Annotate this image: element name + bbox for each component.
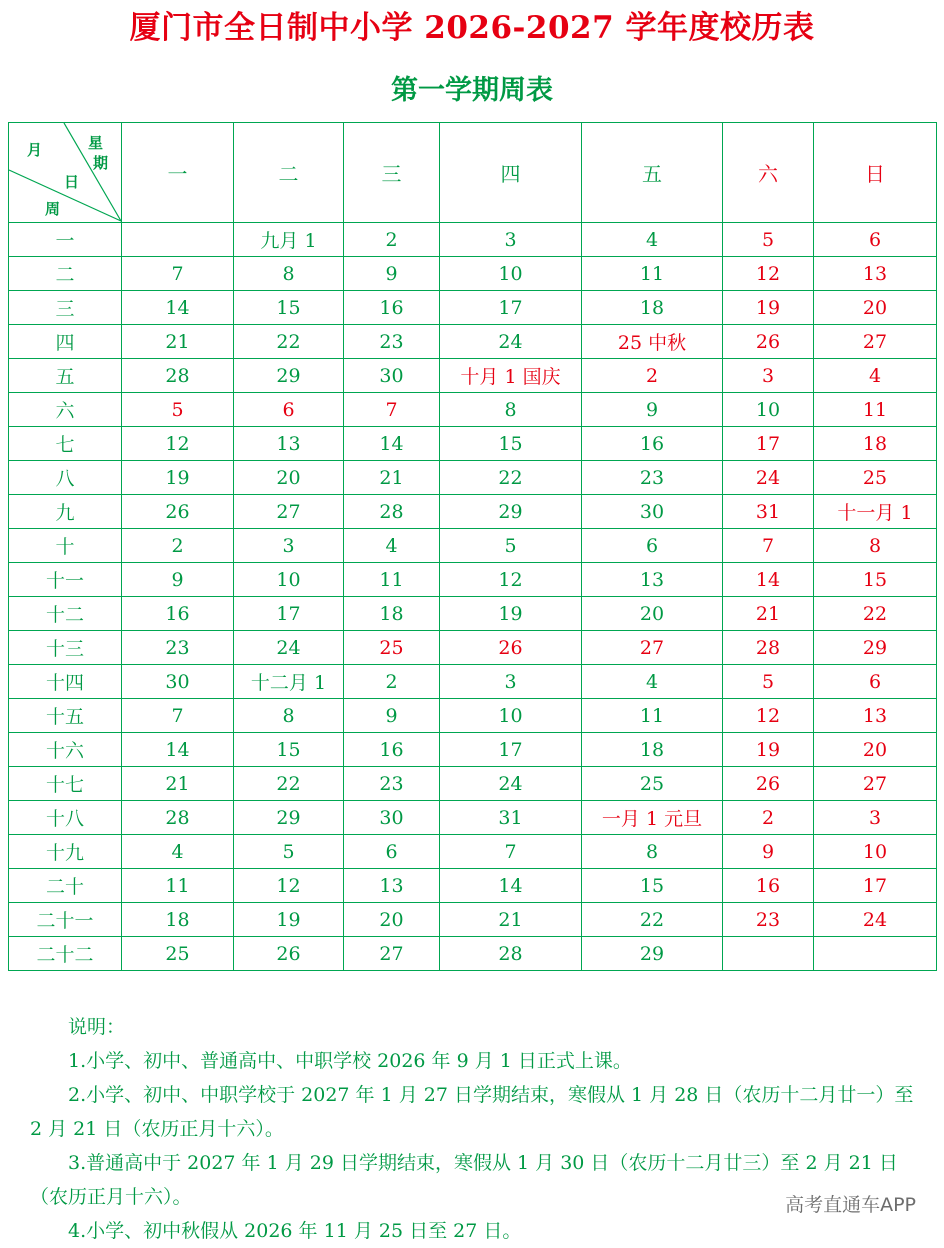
date-cell: 25 <box>122 937 234 971</box>
date-cell: 10 <box>234 563 344 597</box>
date-cell: 19 <box>234 903 344 937</box>
date-cell: 3 <box>440 665 582 699</box>
week-row <box>9 291 937 325</box>
date-cell: 12 <box>723 699 814 733</box>
date-cell: 4 <box>122 835 234 869</box>
date-cell: 19 <box>122 461 234 495</box>
week-row <box>9 223 937 257</box>
date-cell: 25 中秋 <box>582 325 723 359</box>
date-cell: 19 <box>440 597 582 631</box>
date-cell: 30 <box>344 359 440 393</box>
date-cell: 26 <box>723 767 814 801</box>
date-cell: 十月 1 国庆 <box>440 359 582 393</box>
date-cell: 4 <box>582 665 723 699</box>
date-cell: 5 <box>723 665 814 699</box>
date-cell: 28 <box>344 495 440 529</box>
date-cell: 27 <box>814 325 937 359</box>
watermark: 高考直通车APP <box>785 1194 916 1216</box>
week-number-cell: 十五 <box>9 699 122 733</box>
week-row <box>9 937 937 971</box>
date-cell: 2 <box>723 801 814 835</box>
date-cell: 29 <box>814 631 937 665</box>
date-cell: 16 <box>344 733 440 767</box>
date-cell: 22 <box>440 461 582 495</box>
date-cell: 24 <box>814 903 937 937</box>
date-cell: 7 <box>122 257 234 291</box>
date-cell: 2 <box>344 223 440 257</box>
week-number-cell: 十四 <box>9 665 122 699</box>
date-cell: 22 <box>234 325 344 359</box>
date-cell: 13 <box>234 427 344 461</box>
date-cell: 29 <box>582 937 723 971</box>
weekday-header: 五 <box>582 123 723 223</box>
week-number-cell: 二十二 <box>9 937 122 971</box>
date-cell: 19 <box>723 291 814 325</box>
corner-week-label: 周 <box>45 200 61 218</box>
date-cell: 13 <box>814 699 937 733</box>
date-cell: 6 <box>814 665 937 699</box>
date-cell: 22 <box>234 767 344 801</box>
week-number-cell: 十八 <box>9 801 122 835</box>
date-cell: 21 <box>122 325 234 359</box>
date-cell <box>122 223 234 257</box>
date-cell <box>723 937 814 971</box>
week-number-cell: 五 <box>9 359 122 393</box>
date-cell: 15 <box>234 291 344 325</box>
date-cell: 5 <box>440 529 582 563</box>
date-cell: 10 <box>440 257 582 291</box>
week-row <box>9 359 937 393</box>
date-cell: 25 <box>814 461 937 495</box>
date-cell: 16 <box>582 427 723 461</box>
date-cell: 8 <box>814 529 937 563</box>
date-cell: 11 <box>582 257 723 291</box>
date-cell <box>814 937 937 971</box>
date-cell: 20 <box>582 597 723 631</box>
week-row <box>9 495 937 529</box>
week-number-cell: 十三 <box>9 631 122 665</box>
date-cell: 8 <box>234 699 344 733</box>
weekday-header: 四 <box>440 123 582 223</box>
week-row <box>9 869 937 903</box>
date-cell: 17 <box>440 733 582 767</box>
date-cell: 13 <box>344 869 440 903</box>
calendar-table <box>8 122 937 971</box>
week-row <box>9 597 937 631</box>
date-cell: 9 <box>344 699 440 733</box>
date-cell: 17 <box>234 597 344 631</box>
week-number-cell: 十九 <box>9 835 122 869</box>
date-cell: 7 <box>440 835 582 869</box>
page-title: 厦门市全日制中小学 2026-2027 学年度校历表 <box>129 10 815 46</box>
date-cell: 3 <box>440 223 582 257</box>
week-row <box>9 325 937 359</box>
corner-month-label: 月 <box>27 141 43 159</box>
weekday-header: 日 <box>814 123 937 223</box>
date-cell: 21 <box>344 461 440 495</box>
date-cell: 5 <box>122 393 234 427</box>
date-cell: 20 <box>814 733 937 767</box>
date-cell: 16 <box>344 291 440 325</box>
week-row <box>9 427 937 461</box>
date-cell: 7 <box>723 529 814 563</box>
date-cell: 2 <box>122 529 234 563</box>
week-row <box>9 631 937 665</box>
week-row <box>9 529 937 563</box>
date-cell: 8 <box>582 835 723 869</box>
date-cell: 6 <box>344 835 440 869</box>
date-cell: 24 <box>440 325 582 359</box>
date-cell: 25 <box>344 631 440 665</box>
date-cell: 9 <box>723 835 814 869</box>
date-cell: 6 <box>814 223 937 257</box>
week-number-cell: 三 <box>9 291 122 325</box>
week-number-cell: 十 <box>9 529 122 563</box>
week-number-cell: 四 <box>9 325 122 359</box>
note-item: 2.小学、初中、中职学校于 2027 年 1 月 27 日学期结束，寒假从 1 月 28 日（农历十二月廿一）至 2 月 21 日（农历正月十六）。 <box>30 1084 914 1140</box>
date-cell: 28 <box>723 631 814 665</box>
date-cell: 25 <box>582 767 723 801</box>
date-cell: 11 <box>122 869 234 903</box>
date-cell: 31 <box>723 495 814 529</box>
week-number-cell: 六 <box>9 393 122 427</box>
date-cell: 17 <box>814 869 937 903</box>
date-cell: 15 <box>440 427 582 461</box>
date-cell: 26 <box>234 937 344 971</box>
date-cell: 11 <box>814 393 937 427</box>
date-cell: 23 <box>723 903 814 937</box>
date-cell: 11 <box>582 699 723 733</box>
week-number-cell: 七 <box>9 427 122 461</box>
date-cell: 20 <box>344 903 440 937</box>
week-row <box>9 393 937 427</box>
date-cell: 27 <box>234 495 344 529</box>
date-cell: 14 <box>122 291 234 325</box>
date-cell: 31 <box>440 801 582 835</box>
week-number-cell: 八 <box>9 461 122 495</box>
date-cell: 26 <box>122 495 234 529</box>
date-cell: 10 <box>814 835 937 869</box>
week-number-cell: 十二 <box>9 597 122 631</box>
date-cell: 9 <box>344 257 440 291</box>
corner-day-label: 日 <box>64 173 80 191</box>
date-cell: 22 <box>582 903 723 937</box>
note-item: 4.小学、初中秋假从 2026 年 11 月 25 日至 27 日。 <box>68 1220 522 1242</box>
week-row <box>9 733 937 767</box>
date-cell: 14 <box>440 869 582 903</box>
week-number-cell: 二十 <box>9 869 122 903</box>
date-cell: 9 <box>122 563 234 597</box>
date-cell: 26 <box>440 631 582 665</box>
date-cell: 8 <box>234 257 344 291</box>
date-cell: 16 <box>122 597 234 631</box>
date-cell: 14 <box>344 427 440 461</box>
date-cell: 18 <box>582 291 723 325</box>
date-cell: 28 <box>122 359 234 393</box>
date-cell: 12 <box>122 427 234 461</box>
date-cell: 20 <box>234 461 344 495</box>
date-cell: 3 <box>814 801 937 835</box>
date-cell: 29 <box>440 495 582 529</box>
date-cell: 30 <box>122 665 234 699</box>
date-cell: 12 <box>234 869 344 903</box>
date-cell: 十二月 1 <box>234 665 344 699</box>
date-cell: 17 <box>723 427 814 461</box>
date-cell: 4 <box>582 223 723 257</box>
date-cell: 27 <box>344 937 440 971</box>
week-number-cell: 十七 <box>9 767 122 801</box>
date-cell: 14 <box>723 563 814 597</box>
date-cell: 21 <box>122 767 234 801</box>
date-cell: 21 <box>723 597 814 631</box>
date-cell: 27 <box>814 767 937 801</box>
page-subtitle: 第一学期周表 <box>391 75 553 106</box>
week-row <box>9 257 937 291</box>
week-number-cell: 一 <box>9 223 122 257</box>
date-cell: 18 <box>582 733 723 767</box>
date-cell: 4 <box>344 529 440 563</box>
week-number-cell: 二十一 <box>9 903 122 937</box>
date-cell: 2 <box>582 359 723 393</box>
weekday-header: 二 <box>234 123 344 223</box>
date-cell: 6 <box>234 393 344 427</box>
date-cell: 8 <box>440 393 582 427</box>
date-cell: 24 <box>440 767 582 801</box>
week-row <box>9 699 937 733</box>
date-cell: 一月 1 元旦 <box>582 801 723 835</box>
corner-weekday-label-2: 期 <box>93 154 109 172</box>
date-cell: 5 <box>234 835 344 869</box>
week-row <box>9 665 937 699</box>
date-cell: 29 <box>234 801 344 835</box>
week-number-cell: 十六 <box>9 733 122 767</box>
date-cell: 28 <box>440 937 582 971</box>
date-cell: 3 <box>723 359 814 393</box>
date-cell: 18 <box>814 427 937 461</box>
date-cell: 17 <box>440 291 582 325</box>
date-cell: 14 <box>122 733 234 767</box>
date-cell: 28 <box>122 801 234 835</box>
date-cell: 九月 1 <box>234 223 344 257</box>
date-cell: 23 <box>344 325 440 359</box>
date-cell: 26 <box>723 325 814 359</box>
week-row <box>9 563 937 597</box>
weekday-header: 三 <box>344 123 440 223</box>
date-cell: 12 <box>723 257 814 291</box>
date-cell: 22 <box>814 597 937 631</box>
note-item: 1.小学、初中、普通高中、中职学校 2026 年 9 月 1 日正式上课。 <box>68 1050 632 1072</box>
date-cell: 15 <box>582 869 723 903</box>
weekday-header: 一 <box>122 123 234 223</box>
date-cell: 5 <box>723 223 814 257</box>
date-cell: 2 <box>344 665 440 699</box>
date-cell: 10 <box>440 699 582 733</box>
date-cell: 十一月 1 <box>814 495 937 529</box>
date-cell: 27 <box>582 631 723 665</box>
date-cell: 13 <box>582 563 723 597</box>
week-row <box>9 903 937 937</box>
date-cell: 24 <box>723 461 814 495</box>
week-row <box>9 767 937 801</box>
note-item: 3.普通高中于 2027 年 1 月 29 日学期结束，寒假从 1 月 30 日（农历十二月廿三）至 2 月 21 日（农历正月十六）。 <box>30 1152 898 1208</box>
week-row <box>9 835 937 869</box>
header-row <box>9 123 937 223</box>
week-row <box>9 461 937 495</box>
date-cell: 23 <box>582 461 723 495</box>
date-cell: 24 <box>234 631 344 665</box>
week-number-cell: 十一 <box>9 563 122 597</box>
date-cell: 7 <box>122 699 234 733</box>
date-cell: 11 <box>344 563 440 597</box>
date-cell: 30 <box>344 801 440 835</box>
date-cell: 9 <box>582 393 723 427</box>
date-cell: 10 <box>723 393 814 427</box>
date-cell: 21 <box>440 903 582 937</box>
weekday-header: 六 <box>723 123 814 223</box>
corner-weekday-label-1: 星 <box>88 134 104 152</box>
date-cell: 18 <box>344 597 440 631</box>
date-cell: 18 <box>122 903 234 937</box>
date-cell: 23 <box>344 767 440 801</box>
corner-cell <box>9 123 122 223</box>
date-cell: 4 <box>814 359 937 393</box>
date-cell: 3 <box>234 529 344 563</box>
date-cell: 29 <box>234 359 344 393</box>
week-row <box>9 801 937 835</box>
date-cell: 30 <box>582 495 723 529</box>
date-cell: 19 <box>723 733 814 767</box>
date-cell: 15 <box>814 563 937 597</box>
week-number-cell: 二 <box>9 257 122 291</box>
date-cell: 16 <box>723 869 814 903</box>
date-cell: 7 <box>344 393 440 427</box>
date-cell: 20 <box>814 291 937 325</box>
date-cell: 13 <box>814 257 937 291</box>
date-cell: 23 <box>122 631 234 665</box>
notes-heading: 说明： <box>68 1016 126 1038</box>
date-cell: 15 <box>234 733 344 767</box>
date-cell: 12 <box>440 563 582 597</box>
week-number-cell: 九 <box>9 495 122 529</box>
date-cell: 6 <box>582 529 723 563</box>
